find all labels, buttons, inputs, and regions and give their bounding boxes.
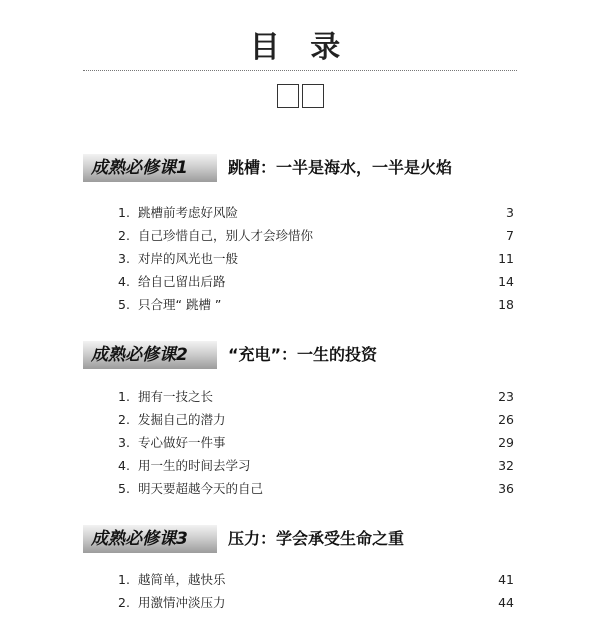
decorative-boxes <box>0 84 600 108</box>
entry-title: 拥有一技之长 <box>138 389 214 404</box>
toc-entry[interactable] <box>118 479 514 499</box>
entry-number: 2. <box>118 595 130 610</box>
entry-page: 26 <box>498 412 514 427</box>
entry-title: 自己珍惜自己，别人才会珍惜你 <box>138 228 314 243</box>
entry-title: 越简单，越快乐 <box>138 572 226 587</box>
toc-entry[interactable] <box>118 272 514 292</box>
section-badge: 成熟必修课1 <box>83 154 217 182</box>
toc-entry[interactable] <box>118 456 514 476</box>
section-3-header <box>83 525 517 553</box>
entry-number: 2. <box>118 228 130 243</box>
page-title: 目 录 <box>249 30 351 65</box>
entry-title: 只合理“ 跳槽 ” <box>138 297 222 312</box>
entry-title: 跳槽前考虑好风险 <box>138 205 239 220</box>
entry-page: 11 <box>498 251 514 266</box>
toc-entry[interactable] <box>118 203 514 223</box>
entry-title: 用一生的时间去学习 <box>138 458 251 473</box>
square-box-icon <box>277 84 299 108</box>
entry-page: 36 <box>498 481 514 496</box>
entry-page: 29 <box>498 435 514 450</box>
entry-title: 给自己留出后路 <box>138 274 226 289</box>
square-box-icon <box>302 84 324 108</box>
toc-entry[interactable] <box>118 593 514 613</box>
entry-title: 对岸的风光也一般 <box>138 251 239 266</box>
entry-page: 3 <box>506 205 514 220</box>
entry-page: 41 <box>498 572 514 587</box>
entry-title: 用激情冲淡压力 <box>138 595 226 610</box>
entry-page: 32 <box>498 458 514 473</box>
section-badge: 成熟必修课2 <box>83 341 217 369</box>
section-badge: 成熟必修课3 <box>83 525 217 553</box>
entry-number: 1. <box>118 205 130 220</box>
toc-entry[interactable] <box>118 433 514 453</box>
entry-number: 3. <box>118 435 130 450</box>
entry-page: 14 <box>498 274 514 289</box>
entry-number: 5. <box>118 481 130 496</box>
entry-number: 1. <box>118 572 130 587</box>
entry-page: 23 <box>498 389 514 404</box>
toc-entry[interactable] <box>118 570 514 590</box>
entry-title: 明天要超越今天的自己 <box>138 481 264 496</box>
title-divider <box>83 70 517 71</box>
entry-number: 2. <box>118 412 130 427</box>
toc-entry[interactable] <box>118 249 514 269</box>
toc-entry[interactable] <box>118 226 514 246</box>
entry-number: 4. <box>118 274 130 289</box>
entry-page: 44 <box>498 595 514 610</box>
entry-title: 发掘自己的潜力 <box>138 412 226 427</box>
entry-page: 18 <box>498 297 514 312</box>
section-heading: “充电”：一生的投资 <box>228 345 378 364</box>
section-1-header <box>83 154 517 182</box>
toc-entry[interactable] <box>118 387 514 407</box>
entry-number: 3. <box>118 251 130 266</box>
section-heading: 跳槽：一半是海水，一半是火焰 <box>228 158 453 177</box>
entry-number: 4. <box>118 458 130 473</box>
section-heading: 压力：学会承受生命之重 <box>228 529 405 548</box>
entry-number: 5. <box>118 297 130 312</box>
toc-entry[interactable] <box>118 295 514 315</box>
entry-page: 7 <box>506 228 514 243</box>
section-2-header <box>83 341 517 369</box>
toc-entry[interactable] <box>118 410 514 430</box>
entry-number: 1. <box>118 389 130 404</box>
entry-title: 专心做好一件事 <box>138 435 226 450</box>
